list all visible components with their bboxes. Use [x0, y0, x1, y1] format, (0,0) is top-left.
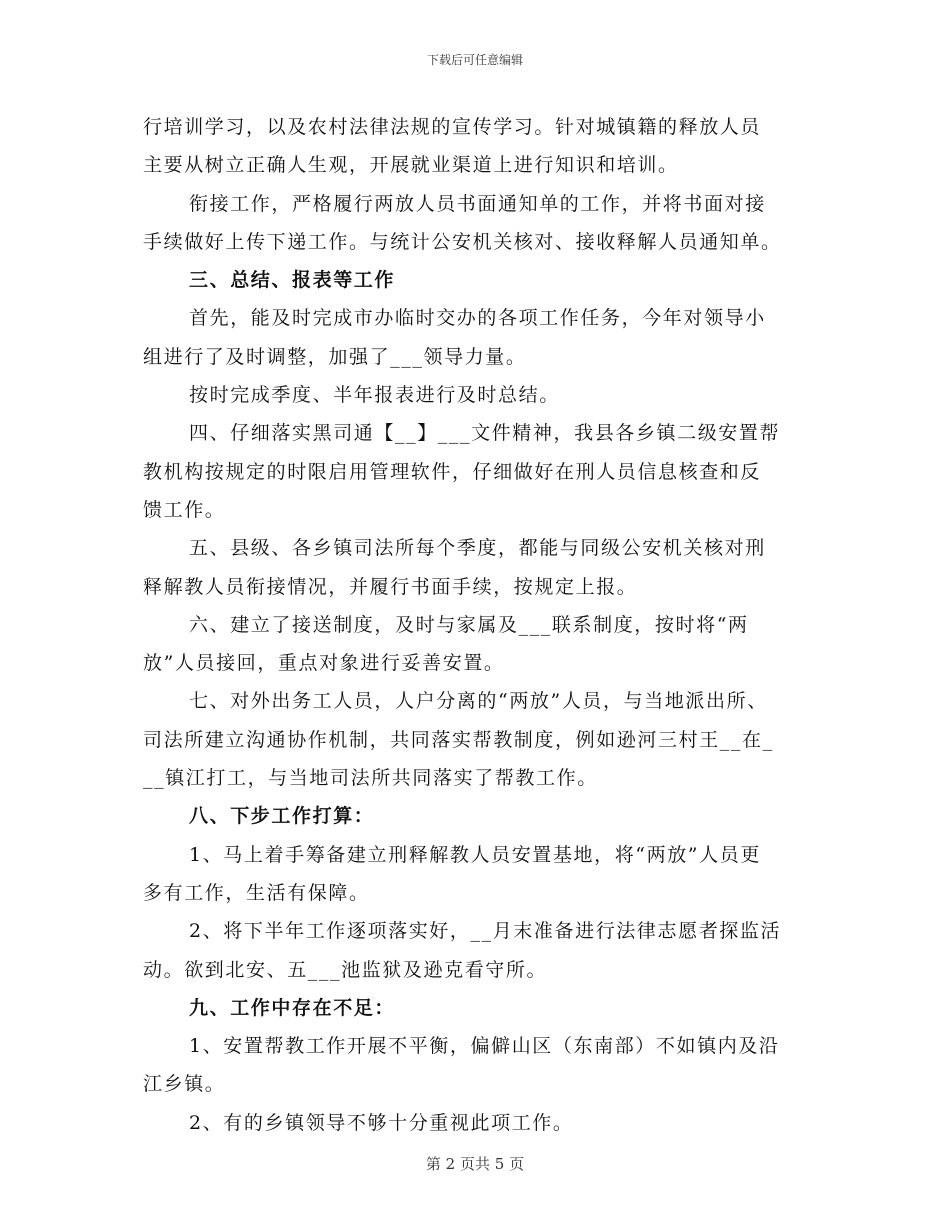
- document-body: [143, 108, 807, 1142]
- text-line-23: 动。欲到北安、五___池监狱及逊克看守所。: [143, 958, 548, 981]
- text-line-7: 组进行了及时调整，加强了___领导力量。: [143, 345, 527, 368]
- text-line-6: 首先，能及时完成市办临时交办的各项工作任务，今年对领导小: [189, 307, 766, 330]
- text-line-27: 2、有的乡镇领导不够十分重视此项工作。: [189, 1111, 574, 1134]
- text-line-9: 四、仔细落实黑司通【__】___文件精神，我县各乡镇二级安置帮: [189, 422, 781, 445]
- text-line-8: 按时完成季度、半年报表进行及时总结。: [189, 384, 560, 407]
- text-line-22: 2、将下半年工作逐项落实好，__月末准备进行法律志愿者探监活: [189, 920, 782, 943]
- section-heading-3: 三、总结、报表等工作: [189, 269, 396, 292]
- text-line-12: 五、县级、各乡镇司法所每个季度，都能与同级公安机关核对刑: [189, 537, 766, 560]
- text-line-17: 司法所建立沟通协作机制，共同落实帮教制度，例如逊河三村王__在_: [143, 728, 774, 751]
- text-line-1: 行培训学习，以及农村法律法规的宣传学习。针对城镇籍的释放人员: [143, 116, 762, 138]
- text-line-11: 馈工作。: [143, 498, 226, 521]
- text-line-26: 江乡镇。: [143, 1073, 226, 1096]
- text-line-2: 主要从树立正确人生观，开展就业渠道上进行知识和培训。: [143, 154, 679, 177]
- text-line-20: 1、马上着手筹备建立刑释解教人员安置基地，将“两放”人员更: [189, 843, 761, 866]
- text-line-13: 释解教人员衔接情况，并履行书面手续，按规定上报。: [143, 575, 638, 598]
- text-line-25: 1、安置帮教工作开展不平衡，偏僻山区（东南部）不如镇内及沿: [189, 1035, 780, 1058]
- page-footer: 第 2 页共 5 页: [425, 1155, 525, 1173]
- text-line-10: 教机构按规定的时限启用管理软件，仔细做好在刑人员信息核查和反: [143, 460, 762, 483]
- text-line-21: 多有工作，生活有保障。: [143, 881, 370, 904]
- text-line-16: 七、对外出务工人员，人户分离的“两放”人员，与当地派出所、: [189, 690, 768, 713]
- page-header: 下载后可任意编辑: [426, 53, 523, 67]
- text-line-3: 衔接工作，严格履行两放人员书面通知单的工作，并将书面对接: [189, 192, 766, 215]
- text-line-18: __镇江打工，与当地司法所共同落实了帮教工作。: [143, 767, 598, 790]
- section-heading-8: 八、下步工作打算：: [189, 805, 375, 828]
- section-heading-9: 九、工作中存在不足：: [189, 996, 396, 1019]
- text-line-15: 放”人员接回，重点对象进行妥善安置。: [143, 652, 505, 675]
- text-line-4: 手续做好上传下递工作。与统计公安机关核对、接收释解人员通知单。: [143, 230, 782, 253]
- text-line-14: 六、建立了接送制度，及时与家属及___联系制度，按时将“两: [189, 613, 749, 636]
